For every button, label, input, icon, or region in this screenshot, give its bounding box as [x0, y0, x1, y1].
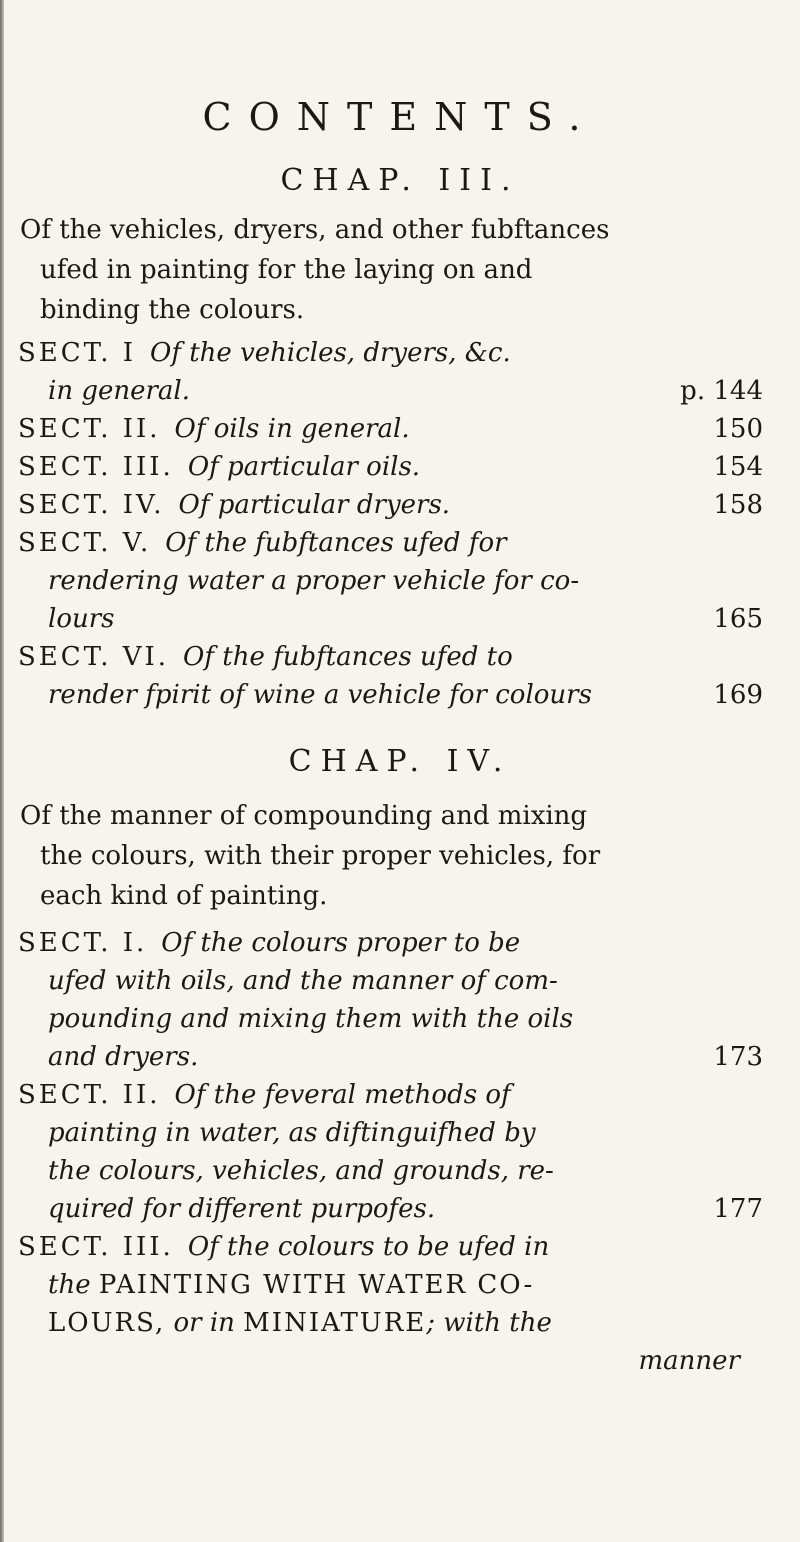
toc-entry — [18, 1076, 763, 1228]
toc-entry — [18, 524, 763, 638]
page-number: 177 — [713, 1194, 763, 1224]
summary-line: ufed in painting for the laying on and — [40, 255, 533, 285]
section-label: SECT. I. — [18, 928, 148, 958]
section-title: quired for different purpofes. — [48, 1194, 436, 1224]
section-label: SECT. IV. — [18, 490, 165, 520]
toc-entry — [18, 924, 763, 1076]
page-number: 158 — [713, 490, 763, 520]
section-title: render fpirit of wine a vehicle for colours — [48, 680, 592, 710]
section-title: Of particular oils. — [187, 452, 421, 482]
chapter-summary — [20, 796, 700, 916]
section-title: painting in water, as diftinguifhed by — [48, 1118, 536, 1148]
running-head: CONTENTS. — [202, 95, 598, 139]
section-label: SECT. V. — [18, 528, 152, 558]
section-title: rendering water a proper vehicle for co- — [48, 566, 580, 596]
page-number: 169 — [713, 680, 763, 710]
page-number: 165 — [713, 604, 763, 634]
page-number: 154 — [713, 452, 763, 482]
section-title: lours — [48, 604, 115, 634]
toc-entry — [18, 410, 763, 448]
chapter-heading: CHAP. III. — [280, 163, 520, 198]
section-title: the — [48, 1270, 91, 1300]
section-title: or in — [173, 1308, 235, 1338]
page-number: 144 — [713, 376, 763, 406]
section-title: Of oils in general. — [174, 414, 410, 444]
section-title: Of particular dryers. — [178, 490, 451, 520]
section-title: pounding and mixing them with the oils — [48, 1004, 574, 1034]
summary-line: each kind of painting. — [40, 881, 328, 911]
section-title: Of the colours proper to be — [161, 928, 521, 958]
section-title: Of the feveral methods of — [174, 1080, 511, 1110]
section-label: SECT. I — [18, 338, 137, 368]
summary-line: binding the colours. — [40, 295, 305, 325]
section-label: SECT. VI. — [18, 642, 170, 672]
section-title-smallcaps: LOURS, — [48, 1308, 166, 1338]
section-label: SECT. III. — [18, 1232, 174, 1262]
section-title: Of the fubftances ufed to — [183, 642, 513, 672]
section-title: in general. — [48, 376, 190, 406]
page-number: 173 — [713, 1042, 763, 1072]
summary-line: Of the manner of compounding and mixing — [20, 801, 588, 831]
section-title: ufed with oils, and the manner of com- — [48, 966, 558, 996]
section-label: SECT. III. — [18, 452, 174, 482]
toc-entry — [18, 486, 763, 524]
section-label: SECT. II. — [18, 414, 161, 444]
section-title: the colours, vehicles, and grounds, re- — [48, 1156, 554, 1186]
section-label: SECT. II. — [18, 1080, 161, 1110]
toc-entry — [18, 448, 763, 486]
toc-entry — [18, 638, 763, 714]
section-title-smallcaps: MINIATURE — [243, 1308, 427, 1338]
toc-entry — [18, 1228, 763, 1342]
section-title: Of the vehicles, dryers, &c. — [150, 338, 511, 368]
chapter-summary — [20, 210, 700, 330]
summary-line: the colours, with their proper vehicles, for — [40, 841, 601, 871]
chapter-heading: CHAP. IV. — [288, 744, 512, 779]
section-title-smallcaps: PAINTING WITH WATER CO- — [98, 1270, 535, 1300]
section-title: Of the fubftances ufed for — [165, 528, 507, 558]
section-title: and dryers. — [48, 1042, 199, 1072]
summary-line: Of the vehicles, dryers, and other fubftances — [20, 215, 610, 245]
section-title: ; with the — [426, 1308, 552, 1338]
page-prefix: p. — [680, 376, 706, 406]
catchword: manner — [638, 1346, 740, 1376]
section-title: Of the colours to be ufed in — [187, 1232, 550, 1262]
page-number: 150 — [713, 414, 763, 444]
toc-entry — [18, 334, 763, 410]
